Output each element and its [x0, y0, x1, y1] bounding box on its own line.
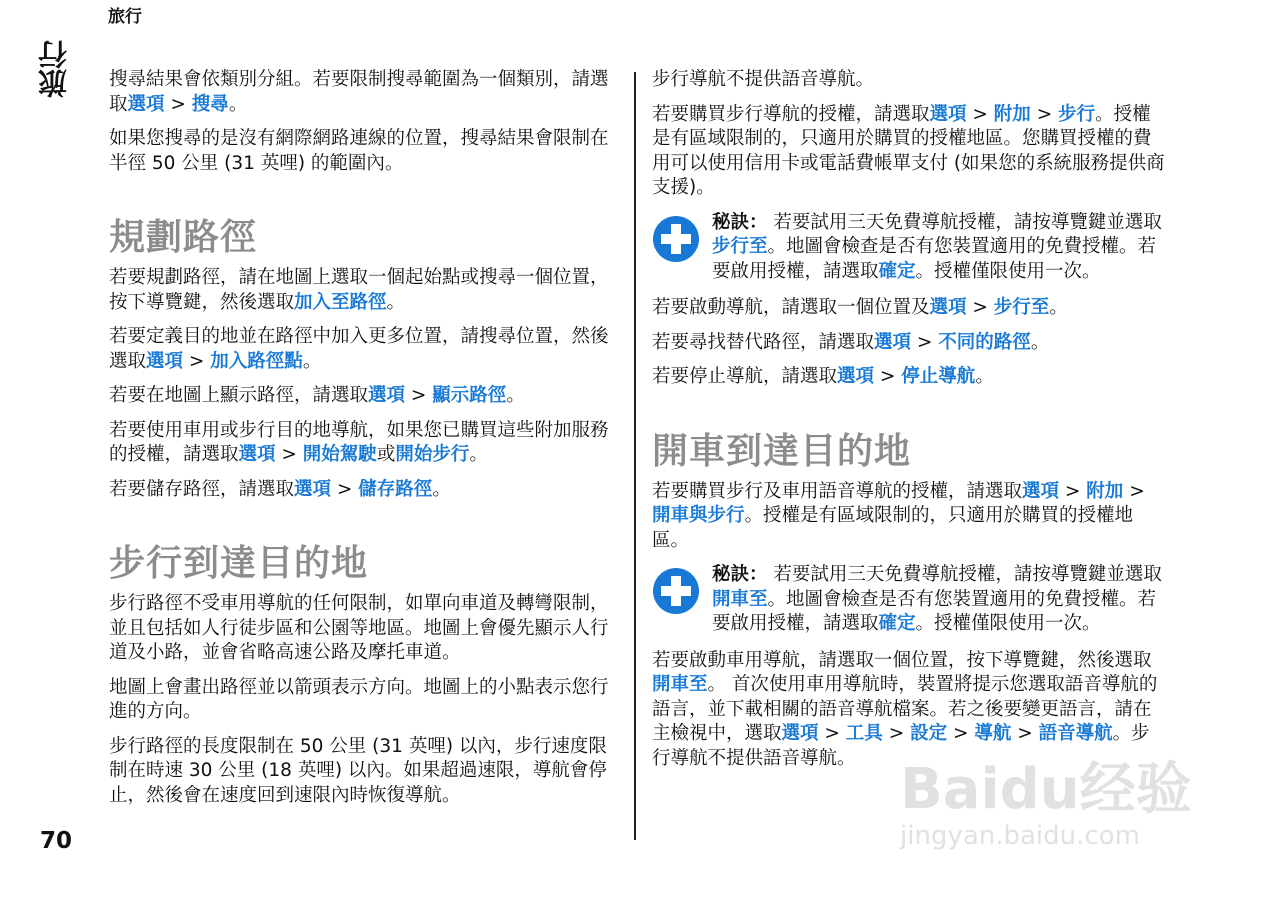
walk-paragraph-1: 步行路徑不受車用導航的任何限制，如單向車道及轉彎限制，並且包括如人行徒步區和公園等地區。地圖上會優先顯示人行道及小路，並會省略高速公路及摩托車道。 — [109, 593, 609, 663]
link-options: 選項 — [127, 93, 165, 115]
right-column — [652, 68, 1166, 781]
heading-drive-to-destination: 開車到達目的地 — [652, 430, 912, 472]
column-divider — [634, 72, 636, 840]
heading-walk-to-destination: 步行到達目的地 — [109, 543, 369, 584]
baidu-watermark — [900, 757, 1200, 880]
walk-no-voice-paragraph: 步行導航不提供語音導航。 — [652, 69, 875, 90]
side-tab-title: 旅行 — [37, 40, 71, 98]
drive-license-paragraph: 若要購買步行及車用語音導航的授權，請選取選項 > 附加 > 開車與步行。授權是有區域限制的，只適用於購買的授權地區。 — [652, 480, 1145, 551]
route-paragraph-3: 若要在地圖上顯示路徑，請選取選項 > 顯示路徑。 — [109, 385, 525, 406]
tip-drive: 秘訣： 若要試用三天免費導航授權，請按導覽鍵並選取開車至。地圖會檢查是否有您裝置適用的免費授權。若要啟用授權，請選取確定。授權僅限使用一次。 — [652, 563, 1166, 637]
link-search: 搜尋 — [191, 93, 229, 115]
tip-walk: 秘訣： 若要試用三天免費導航授權，請按導覽鍵並選取步行至。地圖會檢查是否有您裝置適用的免費授權。若要啟用授權，請選取確定。授權僅限使用一次。 — [652, 211, 1166, 285]
route-paragraph-4: 若要使用車用或步行目的地導航，如果您已購買這些附加服務的授權，請選取選項 > 開始駕駛或開始步行。 — [109, 419, 609, 465]
drive-start-paragraph: 若要啟動車用導航，請選取一個位置，按下導覽鍵，然後選取開車至。 首次使用車用導航時，裝置將提示您選取語音導航的語言，並下載相關的語音導航檔案。若之後要變更語言，請在主檢視中，選取選項 > 工具 > 設定 > 導航 > 語音導航。步行導航不提供語音導航。 — [652, 649, 1158, 769]
left-column — [109, 68, 624, 818]
start-nav-paragraph: 若要啟動導航，請選取一個位置及選項 > 步行至。 — [652, 297, 1068, 318]
watermark-url: jingyan.baidu.com — [900, 821, 1140, 851]
route-paragraph-1: 若要規劃路徑，請在地圖上選取一個起始點或搜尋一個位置，按下導覽鍵，然後選取加入至路徑。 — [109, 267, 609, 313]
search-results-paragraph: 搜尋結果會依類別分組。若要限制搜尋範圍為一個類別，請選取選項 > 搜尋。 — [109, 69, 609, 115]
watermark-logo: Baidu经验 — [900, 757, 1192, 822]
route-paragraph-2: 若要定義目的地並在路徑中加入更多位置，請搜尋位置，然後選取選項 > 加入路徑點。 — [109, 326, 609, 372]
tip-plus-icon — [652, 215, 700, 263]
tip-plus-icon — [652, 567, 700, 615]
alt-route-paragraph: 若要尋找替代路徑，請選取選項 > 不同的路徑。 — [652, 331, 1050, 353]
heading-plan-route: 規劃路徑 — [109, 217, 258, 258]
page-number: 70 — [40, 828, 73, 854]
running-header: 旅行 — [108, 7, 142, 27]
walk-paragraph-3: 步行路徑的長度限制在 50 公里 (31 英哩) 以內，步行速度限制在時速 30 公里 (18 英哩) 以內。如果超過速限，導航會停止，然後會在速度回到速限內時恢復導航。 — [109, 735, 607, 806]
walk-license-paragraph: 若要購買步行導航的授權，請選取選項 > 附加 > 步行。授權是有區域限制的，只適用於購買的授權地區。您購買授權的費用可以使用信用卡或電話費帳單支付 (如果您的系統服務提供商支援)。 — [652, 103, 1165, 198]
stop-nav-paragraph: 若要停止導航，請選取選項 > 停止導航。 — [652, 366, 994, 387]
walk-paragraph-2: 地圖上會畫出路徑並以箭頭表示方向。地圖上的小點表示您行進的方向。 — [109, 676, 609, 722]
offline-search-paragraph: 如果您搜尋的是沒有網際網路連線的位置，搜尋結果會限制在半徑 50 公里 (31 英哩) 的範圍內。 — [109, 128, 609, 174]
route-paragraph-5: 若要儲存路徑，請選取選項 > 儲存路徑。 — [109, 478, 451, 500]
